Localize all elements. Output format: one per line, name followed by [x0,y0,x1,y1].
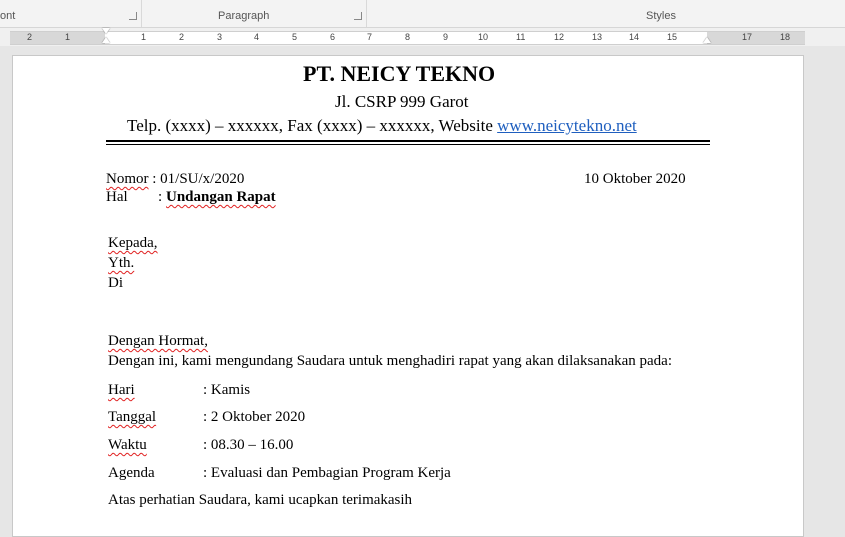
nomor-value: : 01/SU/x/2020 [152,171,245,187]
company-address: Jl. CSRP 999 Garot [335,92,469,111]
ruler-tick: 14 [629,32,640,42]
header-double-rule-top [106,140,710,142]
detail-value-agenda: : Evaluasi dan Pembagian Program Kerja [203,465,451,481]
ruler-tick: 13 [592,32,603,42]
hal-colon: : [158,189,163,205]
ruler-tick: 9 [443,32,449,42]
styles-group-label: Styles [646,10,676,22]
first-line-indent-marker[interactable] [102,28,110,34]
document-page[interactable] [12,55,804,537]
greeting-line: Dengan Hormat, [108,333,208,349]
company-contact [127,116,637,136]
company-name: PT. NEICY TEKNO [303,61,496,86]
ruler-tick: 8 [405,32,411,42]
ruler-tick: 17 [742,32,753,42]
right-indent-marker[interactable] [703,37,711,43]
styles-group [367,0,845,27]
kepada-line: Kepada, [108,235,158,251]
ruler-tick: 1 [141,32,147,42]
ruler-tick: 15 [667,32,678,42]
ruler-tick: 18 [780,32,791,42]
ruler-tick: 4 [254,32,260,42]
letter-date: 10 Oktober 2020 [584,171,686,187]
ruler-tick: 10 [478,32,489,42]
nomor-label: Nomor [106,171,149,187]
ruler-tick: 6 [330,32,336,42]
detail-label-waktu: Waktu [108,437,147,453]
ruler-tick: 2 [27,32,33,42]
font-dialog-launcher-icon[interactable] [129,12,137,20]
ruler-tick: 11 [516,32,526,42]
ruler-right-margin [707,31,805,45]
header-double-rule-bottom [106,144,710,145]
contact-text: Telp. (xxxx) – xxxxxx, Fax (xxxx) – xxxxxx, Website [127,116,498,135]
hal-label: Hal [106,189,128,205]
paragraph-group [142,0,367,27]
detail-value-waktu: : 08.30 – 16.00 [203,437,294,453]
ruler-left-margin [10,31,105,45]
yth-line: Yth. [108,255,135,271]
ruler-tick: 5 [292,32,298,42]
closing-line: Atas perhatian Saudara, kami ucapkan terimakasih [108,492,413,508]
detail-label-hari: Hari [108,382,135,398]
intro-paragraph: Dengan ini, kami mengundang Saudara untuk menghadiri rapat yang akan dilaksanakan pada: [108,353,672,369]
ruler-tick: 12 [554,32,565,42]
ruler-tick: 7 [367,32,373,42]
ruler-tick: 1 [65,32,71,42]
horizontal-ruler[interactable] [0,28,845,46]
font-group [0,0,142,27]
nomor-line [106,171,244,188]
detail-value-hari: : Kamis [203,382,251,398]
ruler-tick: 3 [217,32,223,42]
paragraph-dialog-launcher-icon[interactable] [354,12,362,20]
detail-value-tanggal: : 2 Oktober 2020 [203,409,306,425]
ruler-tick: 2 [179,32,185,42]
font-group-label: ont [0,10,16,22]
paragraph-group-label: Paragraph [218,10,270,22]
hanging-indent-marker[interactable] [102,37,110,43]
di-line: Di [108,275,123,291]
detail-label-agenda: Agenda [108,465,155,481]
website-link[interactable]: www.neicytekno.net [497,116,637,135]
detail-label-tanggal: Tanggal [108,409,157,425]
ribbon-group-labels [0,0,845,28]
hal-value: Undangan Rapat [166,189,276,205]
